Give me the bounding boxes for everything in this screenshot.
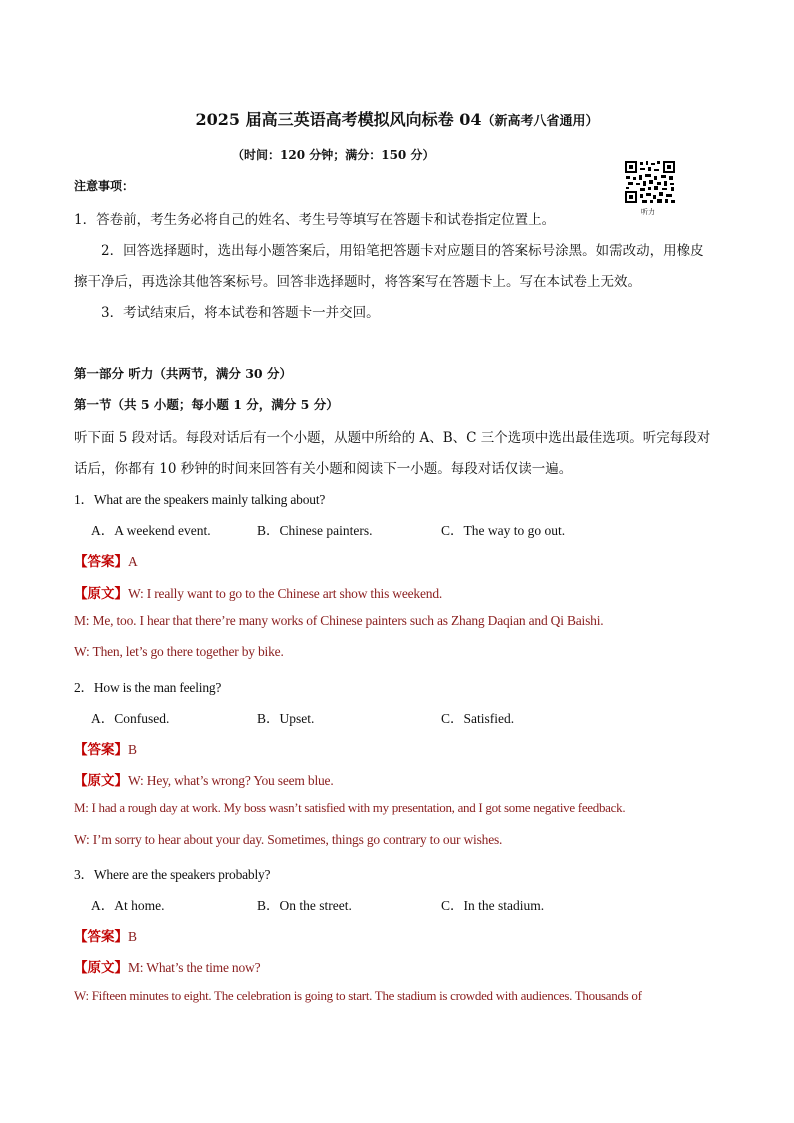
instructions-line-2: 话后，你都有 10 秒钟的时间来回答有关小题和阅读下一小题。每段对话仅读一遍。: [74, 461, 573, 477]
instructions-line-1: 听下面 5 段对话。每段对话后有一个小题，从题中所给的 A、B、C 三个选项中选出最佳选项。听完每段对: [74, 430, 711, 446]
page-title: [0, 107, 794, 130]
notice-heading: 注意事项：: [74, 179, 135, 193]
listening-qr-code[interactable]: [624, 160, 676, 204]
part-1-heading: 第一部分 听力（共两节，满分 30 分）: [74, 366, 292, 381]
answer-label: 【答案】: [74, 742, 128, 758]
question-1-answer: [74, 550, 138, 570]
question-1-script-line-2: M: Me, too. I hear that there’re many works of Chinese painters such as Zhang Daqian and Qi Baishi.: [74, 613, 604, 628]
script-label: 【原文】: [74, 773, 128, 789]
answer-value: B: [128, 742, 137, 757]
question-2-stem: 2．How is the man feeling?: [74, 680, 222, 695]
answer-label: 【答案】: [74, 929, 128, 945]
question-1-script-line-1: [74, 582, 442, 602]
question-1-stem: 1．What are the speakers mainly talking about?: [74, 492, 326, 507]
question-2-option-c: C．Satisfied.: [441, 711, 515, 726]
question-1-option-b: B．Chinese painters.: [257, 523, 373, 538]
question-3-script-line-1: [74, 956, 260, 976]
script-label: 【原文】: [74, 960, 128, 976]
title-suffix: （新高考八省通用）: [481, 114, 599, 129]
title-main: 2025 届高三英语高考模拟风向标卷 04: [195, 110, 482, 129]
notice-item-2-line-2: 擦干净后，再选涂其他答案标号。回答非选择题时，将答案写在答题卡上。写在本试卷上无效。: [74, 274, 641, 290]
question-3-script-line-2: W: Fifteen minutes to eight. The celebration is going to start. The stadium is crowded with audiences. Thousands of: [74, 988, 642, 1003]
exam-time-and-score: （时间：120 分钟；满分：150 分）: [232, 148, 435, 162]
script-label: 【原文】: [74, 586, 128, 602]
script-text: W: I really want to go to the Chinese art show this weekend.: [128, 586, 443, 601]
question-3-option-a: A．At home.: [91, 898, 165, 913]
section-1-heading: 第一节（共 5 小题；每小题 1 分，满分 5 分）: [74, 397, 339, 412]
script-text: W: Hey, what’s wrong? You seem blue.: [128, 773, 334, 788]
question-2-option-b: B．Upset.: [257, 711, 315, 726]
answer-label: 【答案】: [74, 554, 128, 570]
notice-item-3: 3．考试结束后，将本试卷和答题卡一并交回。: [101, 305, 380, 321]
question-2-option-a: A．Confused.: [91, 711, 170, 726]
question-1-option-a: A．A weekend event.: [91, 523, 211, 538]
question-2-script-line-3: W: I’m sorry to hear about your day. Sometimes, things go contrary to our wishes.: [74, 832, 503, 847]
question-3-answer: [74, 925, 137, 945]
question-2-script-line-2: M: I had a rough day at work. My boss wasn’t satisfied with my presentation, and I got some negative feedback.: [74, 800, 626, 815]
question-3-option-c: C．In the stadium.: [441, 898, 545, 913]
question-2-script-line-1: [74, 769, 334, 789]
script-text: M: What’s the time now?: [128, 960, 261, 975]
question-3-option-b: B．On the street.: [257, 898, 352, 913]
question-1-option-c: C．The way to go out.: [441, 523, 566, 538]
question-3-stem: 3．Where are the speakers probably?: [74, 867, 271, 882]
answer-value: B: [128, 929, 137, 944]
answer-value: A: [128, 554, 138, 569]
qr-code-label: 听力: [641, 208, 655, 216]
question-1-script-line-3: W: Then, let’s go there together by bike.: [74, 644, 284, 659]
notice-item-1: 1．答卷前，考生务必将自己的姓名、考生号等填写在答题卡和试卷指定位置上。: [74, 212, 556, 228]
question-2-answer: [74, 738, 137, 758]
notice-item-2-line-1: 2．回答选择题时，选出每小题答案后，用铅笔把答题卡对应题目的答案标号涂黑。如需改动，用橡皮: [101, 243, 704, 259]
